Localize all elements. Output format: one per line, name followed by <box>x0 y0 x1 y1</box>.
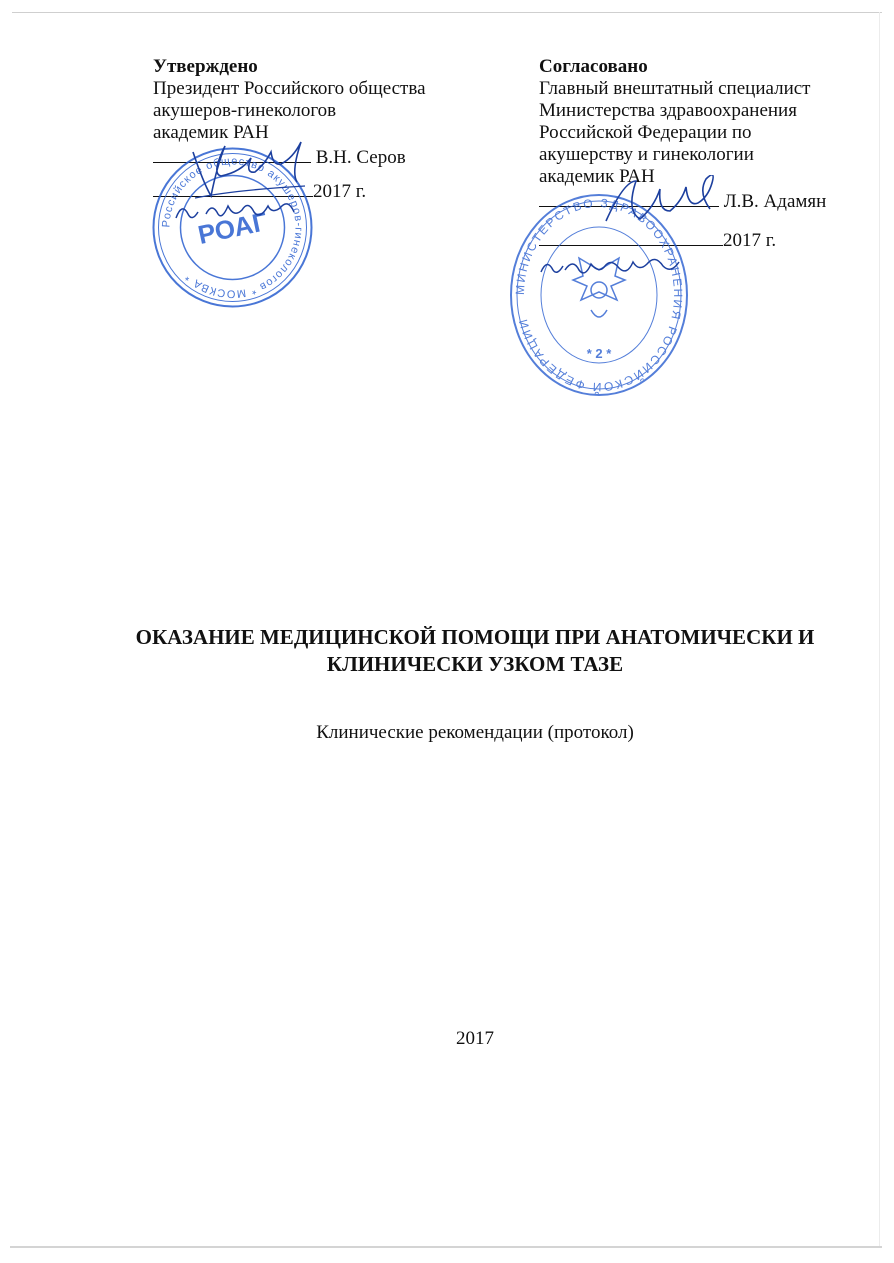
ministry-stamp-ring-text: МИНИСТЕРСТВО ЗДРАВООХРАНЕНИЯ РОССИЙСКОЙ ФЕДЕРАЦИИ <box>512 195 686 395</box>
page-edge-right <box>879 12 880 1246</box>
roag-stamp-ring-text: Российское общество акушеров-гинекологов * МОСКВА * <box>160 155 305 300</box>
agreement-line-5: академик РАН <box>539 166 655 187</box>
approval-line-3: академик РАН <box>153 122 269 143</box>
eagle-emblem-icon <box>573 258 625 317</box>
roag-stamp-center-text: РОАГ <box>195 206 271 250</box>
agreement-line-4: акушерству и гинекологии <box>539 144 754 165</box>
ministry-stamp-center-text: * 2 * <box>586 346 612 361</box>
page-edge-bottom <box>10 1246 882 1248</box>
agreement-line-1: Главный внештатный специалист <box>539 78 811 99</box>
svg-text:МИНИСТЕРСТВО ЗДРАВООХРАНЕНИЯ Р <box>513 196 685 395</box>
approval-date: 2017 г. <box>313 181 367 202</box>
document-title <box>80 624 870 678</box>
ministry-stamp <box>508 190 690 400</box>
approval-line-2: акушеров-гинекологов <box>153 100 337 121</box>
roag-stamp <box>150 145 315 310</box>
approval-signer: В.Н. Серов <box>315 147 406 168</box>
agreement-line-3: Российской Федерации по <box>539 122 752 143</box>
document-year: 2017 <box>456 1028 494 1049</box>
page-edge-top <box>12 12 882 13</box>
approval-line-1: Президент Российского общества <box>153 78 426 99</box>
approval-heading: Утверждено <box>153 56 258 77</box>
agreement-heading: Согласовано <box>539 56 648 77</box>
document-subtitle: Клинические рекомендации (протокол) <box>316 722 634 743</box>
agreement-date: 2017 г. <box>723 230 777 251</box>
document-title-line-2: КЛИНИЧЕСКИ УЗКОМ ТАЗЕ <box>326 652 624 676</box>
agreement-line-2: Министерства здравоохранения <box>539 100 797 121</box>
document-title-line-1: ОКАЗАНИЕ МЕДИЦИНСКОЙ ПОМОЩИ ПРИ АНАТОМИЧЕСКИ И <box>135 625 815 649</box>
agreement-signer: Л.В. Адамян <box>723 191 827 212</box>
